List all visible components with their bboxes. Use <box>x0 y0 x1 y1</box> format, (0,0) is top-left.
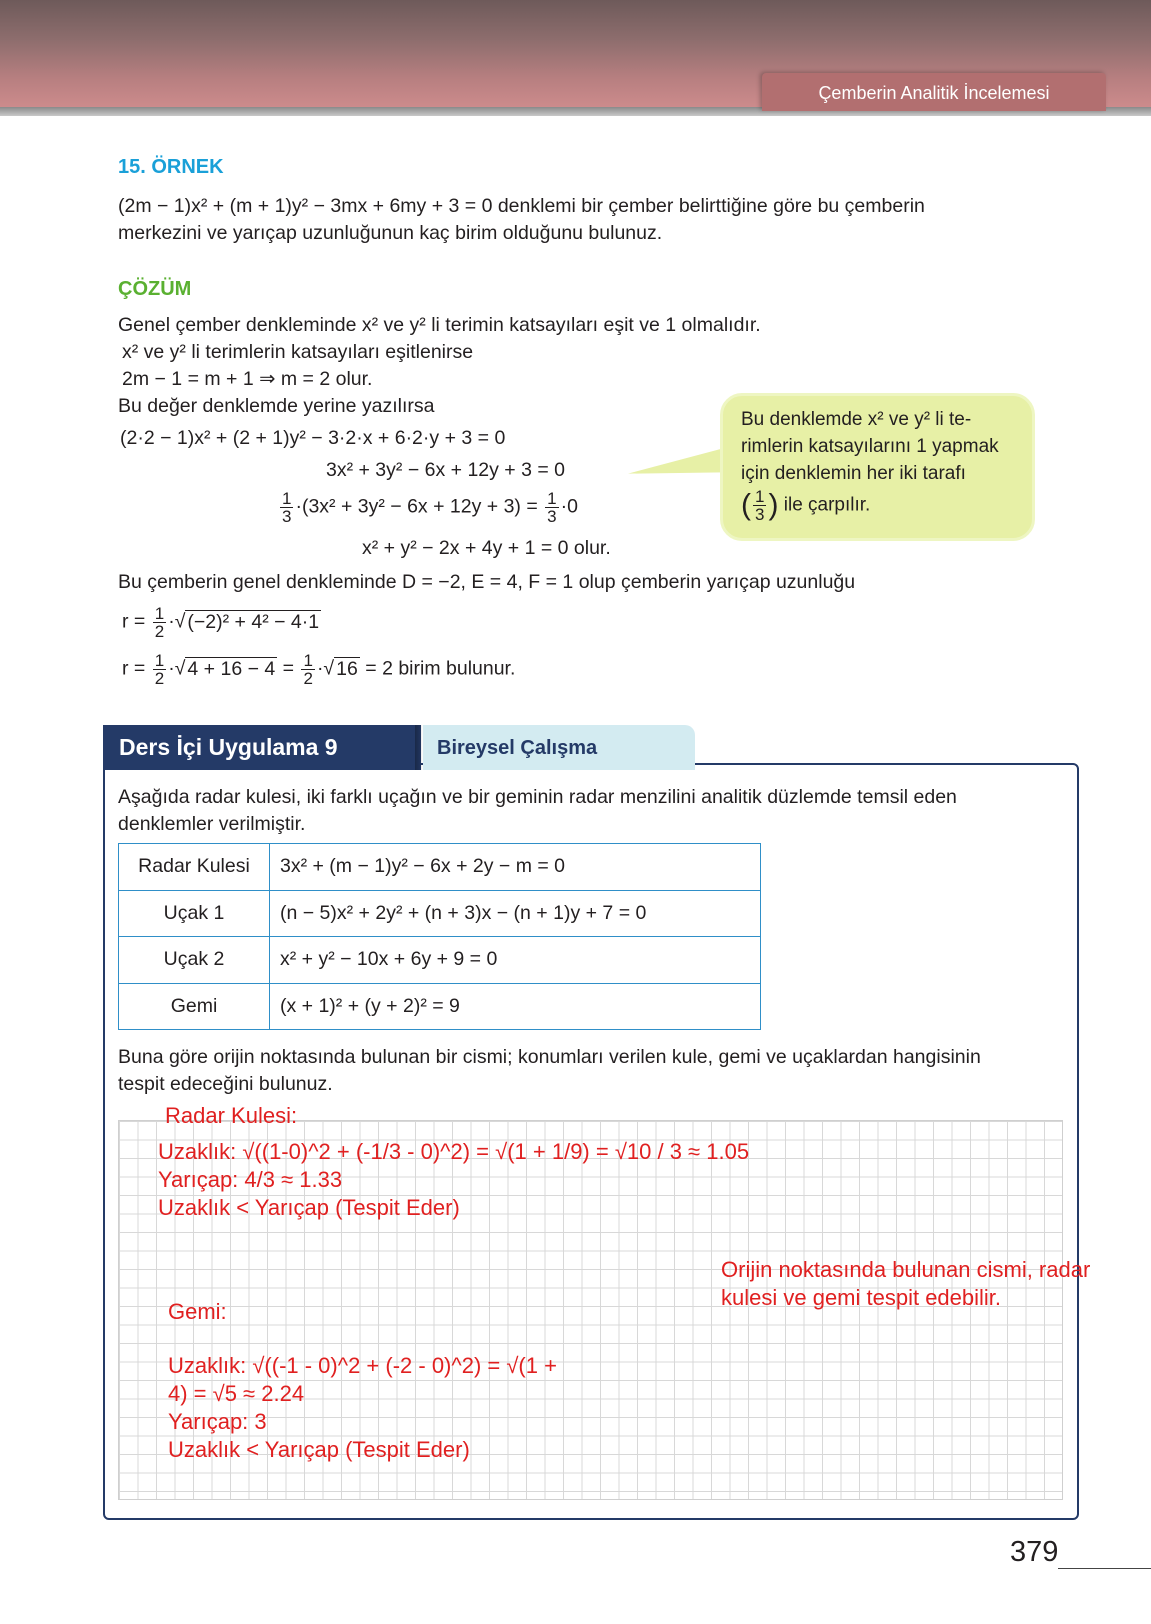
radius-result: r = $\frac{1}{2}$ ·√ 4 + 16 − 4 = $\frac{1}{2}$ ·√ 16 = 2 birim bulunur. <box>122 651 516 688</box>
answer-ship-distance-2: 4) = √5 ≈ 2.24 <box>168 1381 305 1406</box>
chapter-title: Çemberin Analitik İncelemesi <box>818 83 1050 103</box>
callout-fraction: $\frac{1}{3}$ <box>755 487 765 524</box>
table-cell-equation: (n − 5)x² + 2y² + (n + 3)x − (n + 1)y + 7 = 0 <box>270 890 761 937</box>
answer-ship-result: Uzaklık < Yarıçap (Tespit Eder) <box>168 1437 470 1462</box>
solution-line-2: x² ve y² li terimlerin katsayıları eşitlenirse <box>122 341 474 363</box>
answer-radar-result: Uzaklık < Yarıçap (Tespit Eder) <box>158 1195 460 1220</box>
equation-expanded: 3x² + 3y² − 6x + 12y + 3 = 0 <box>326 459 566 481</box>
solution-line-4: Bu değer denklemde yerine yazılırsa <box>118 395 435 417</box>
practice-intro-2: denklemler verilmiştir. <box>118 813 306 835</box>
page-number: 379 <box>1010 1536 1059 1568</box>
practice-question-1: Buna göre orijin noktasında bulunan bir cismi; konumları verilen kule, gemi ve uçaklardan hangisinin <box>118 1046 981 1068</box>
table-cell-name: Uçak 1 <box>119 890 270 937</box>
callout-line-4: ( $\frac{1}{3}$ ) ile çarpılır. <box>741 487 871 524</box>
table-cell-equation: (x + 1)² + (y + 2)² = 9 <box>270 983 761 1030</box>
callout-line-1: Bu denklemde x² ve y² li te- <box>741 409 972 430</box>
callout-pointer <box>628 448 723 485</box>
callout-line-2: rimlerin katsayılarını 1 yapmak <box>741 436 999 457</box>
answer-ship-radius: Yarıçap: 3 <box>168 1409 267 1434</box>
fraction-one-half-a: $\frac{1}{2}$ <box>154 651 165 688</box>
fraction-one-half: $\frac{1}{2}$ <box>154 604 165 641</box>
equation-scaled: $\frac{1}{3}$ ·(3x² + 3y² − 6x + 12y + 3) = $\frac{1}{3}$ ·0 <box>282 489 578 526</box>
equation-substituted: (2·2 − 1)x² + (2 + 1)y² − 3·2·x + 6·2·y + 3 = 0 <box>120 427 506 449</box>
equation-table <box>118 843 761 1030</box>
example-line-2: merkezini ve yarıçap uzunluğunun kaç birim olduğunu bulunuz. <box>118 222 663 244</box>
example-line-1: (2m − 1)x² + (m + 1)y² − 3mx + 6my + 3 = 0 denklemi bir çember belirttiğine göre bu çemberin <box>118 195 925 217</box>
note-callout <box>720 393 1035 541</box>
table-row <box>119 844 761 891</box>
table-cell-equation: 3x² + (m − 1)y² − 6x + 2y − m = 0 <box>270 844 761 891</box>
table-cell-equation: x² + y² − 10x + 6y + 9 = 0 <box>270 937 761 984</box>
fraction-one-third: $\frac{1}{3}$ <box>282 489 292 526</box>
solution-line-coefficients: Bu çemberin genel denkleminde D = −2, E = 4, F = 1 olup çemberin yarıçap uzunluğu <box>118 571 856 593</box>
answer-radar-radius: Yarıçap: 4/3 ≈ 1.33 <box>158 1167 343 1192</box>
answer-radar-title: Radar Kulesi: <box>165 1103 298 1128</box>
table-cell-name: Uçak 2 <box>119 937 270 984</box>
solution-line-3: 2m − 1 = m + 1 ⇒ m = 2 olur. <box>122 368 373 390</box>
answer-ship-title: Gemi: <box>168 1299 227 1324</box>
answer-conclusion-2: kulesi ve gemi tespit edebilir. <box>721 1285 1002 1310</box>
table-cell-name: Gemi <box>119 983 270 1030</box>
answer-ship-distance-1: Uzaklık: √((-1 - 0)^2 + (-2 - 0)^2) = √(1 + <box>168 1353 557 1378</box>
page-number-rule <box>1058 1568 1151 1569</box>
answer-conclusion-1: Orijin noktasında bulunan cismi, radar <box>721 1257 1091 1282</box>
table-row <box>119 937 761 984</box>
answer-radar-distance: Uzaklık: √((1-0)^2 + (-1/3 - 0)^2) = √(1 + 1/9) = √10 / 3 ≈ 1.05 <box>158 1139 750 1164</box>
chapter-tab <box>762 73 1106 111</box>
practice-intro-1: Aşağıda radar kulesi, iki farklı uçağın ve bir geminin radar menzilini analitik düzlemde temsil eden <box>118 786 957 808</box>
table-row <box>119 983 761 1030</box>
table-cell-name: Radar Kulesi <box>119 844 270 891</box>
solution-line-1: Genel çember denkleminde x² ve y² li terimin katsayıları eşit ve 1 olmalıdır. <box>118 314 761 336</box>
example-label: 15. ÖRNEK <box>118 156 224 178</box>
solution-label: ÇÖZÜM <box>118 278 192 300</box>
radius-formula: r = $\frac{1}{2}$ ·√ (−2)² + 4² − 4·1 <box>122 604 320 641</box>
callout-line-3: için denklemin her iki tarafı <box>741 463 966 484</box>
table-row <box>119 890 761 937</box>
fraction-one-third-right: $\frac{1}{3}$ <box>547 489 557 526</box>
equation-normalized: x² + y² − 2x + 4y + 1 = 0 olur. <box>362 537 611 559</box>
practice-subtitle: Bireysel Çalışma <box>423 725 695 770</box>
practice-question-2: tespit edeceğini bulunuz. <box>118 1073 333 1095</box>
practice-tab-shadow <box>415 725 423 770</box>
practice-title: Ders İçi Uygulama 9 <box>103 725 421 770</box>
fraction-one-half-b: $\frac{1}{2}$ <box>303 651 313 688</box>
